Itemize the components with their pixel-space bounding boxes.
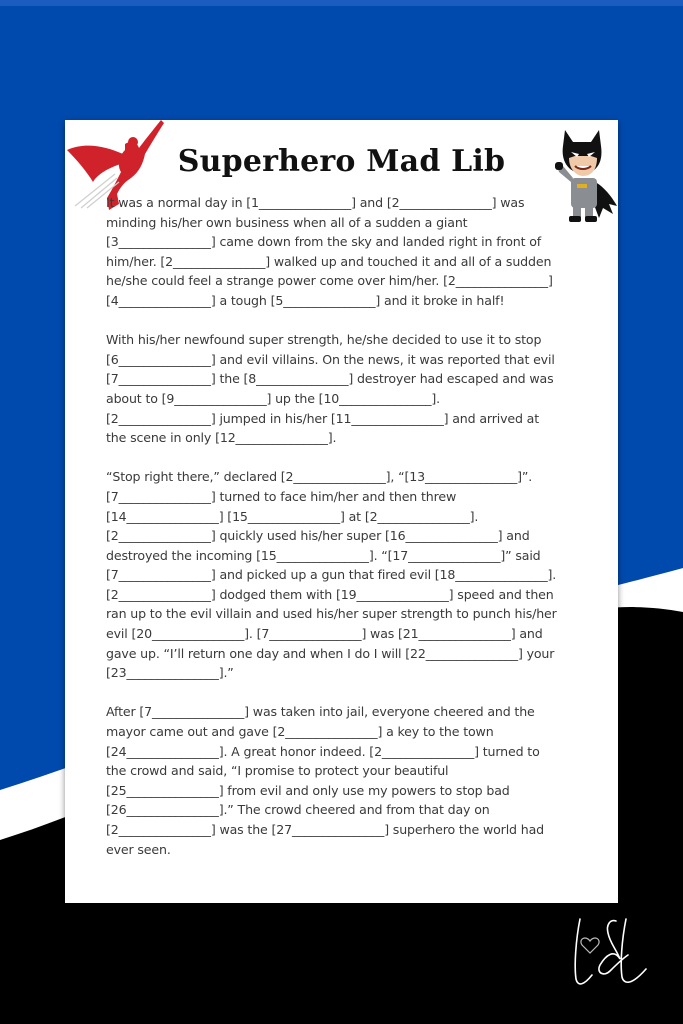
- story-line: destroyed the incoming [15_______________]. “[17_______________]” said: [106, 547, 541, 563]
- story-line: [2_______________] was the [27_______________] superhero the world had: [106, 822, 544, 837]
- story-line: he/she could feel a strange power come over him/her. [2_______________]: [106, 273, 553, 289]
- story-line: [3_______________] came down from the sky and landed right in front of: [106, 234, 542, 250]
- story-line: minding his/her own business when all of a sudden a giant: [106, 214, 468, 230]
- madlib-story: [106, 193, 586, 879]
- story-line: about to [9_______________] up the [10_______________].: [106, 390, 440, 406]
- story-paragraph-2: [106, 330, 586, 448]
- story-line: [6_______________] and evil villains. On the news, it was reported that evil: [106, 351, 555, 367]
- story-line: him/her. [2_______________] walked up and touched it and all of a sudden: [106, 253, 552, 269]
- heart-icon: [581, 938, 599, 953]
- story-line: [7_______________] the [8_______________] destroyer had escaped and was: [106, 371, 554, 387]
- story-line: the crowd and said, “I promise to protect your beautiful: [106, 763, 449, 779]
- worksheet-page: [65, 120, 618, 903]
- story-line: ran up to the evil villain and used his/her super strength to punch his/her: [106, 606, 557, 622]
- story-line: the scene in only [12_______________].: [106, 430, 337, 446]
- story-line: It was a normal day in [1_______________] and [2_______________] was: [106, 195, 525, 210]
- story-paragraph-1: [106, 193, 586, 311]
- story-line: mayor came out and gave [2_______________] a key to the town: [106, 724, 494, 740]
- story-line: [7_______________] turned to face him/her and then threw: [106, 488, 457, 504]
- story-line: [23_______________].”: [106, 665, 234, 681]
- brand-logo: [570, 915, 675, 995]
- story-line: [2_______________] quickly used his/her super [16_______________] and: [106, 528, 530, 544]
- story-line: After [7_______________] was taken into jail, everyone cheered and the: [106, 704, 535, 720]
- story-line: [14_______________] [15_______________] at [2_______________].: [106, 508, 479, 524]
- story-paragraph-4: [106, 702, 586, 859]
- story-line: [4_______________] a tough [5_______________] and it broke in half!: [106, 292, 505, 308]
- story-line: [2_______________] dodged them with [19_______________] speed and then: [106, 586, 554, 602]
- story-line: [26_______________].” The crowd cheered and from that day on: [106, 802, 490, 818]
- story-line: [2_______________] jumped in his/her [11_______________] and arrived at: [106, 410, 540, 426]
- story-paragraph-3: [106, 467, 586, 683]
- story-line: evil [20_______________]. [7_______________] was [21_______________] and: [106, 626, 543, 642]
- story-line: ever seen.: [106, 841, 171, 857]
- story-line: [24_______________]. A great honor indeed. [2_______________] turned to: [106, 743, 540, 759]
- story-line: “Stop right there,” declared [2_______________], “[13_______________]”.: [106, 469, 533, 485]
- story-line: [25_______________] from evil and only use my powers to stop bad: [106, 782, 510, 798]
- story-line: [7_______________] and picked up a gun that fired evil [18_______________].: [106, 567, 557, 583]
- story-line: gave up. “I’ll return one day and when I do I will [22_______________] your: [106, 645, 555, 661]
- page-title: Superhero Mad Lib: [177, 144, 506, 179]
- story-line: With his/her newfound super strength, he/she decided to use it to stop: [106, 332, 542, 348]
